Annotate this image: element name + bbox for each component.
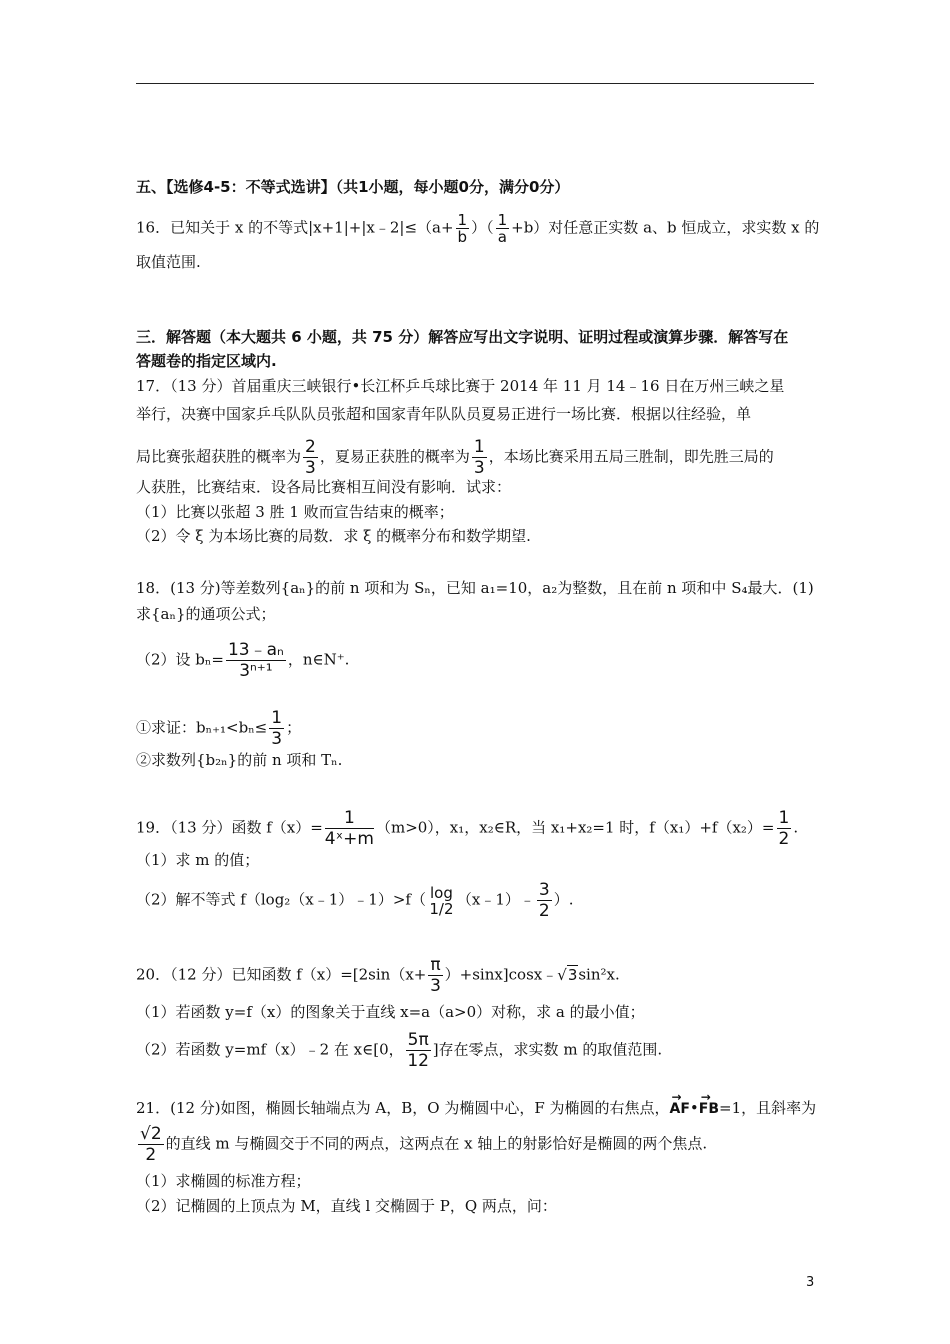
fraction: $\frac{1}{\text{4ˣ+m}}$ xyxy=(324,808,374,849)
vector-fb: → FB xyxy=(699,1099,719,1119)
fraction: $\frac{5\pi}{12}$ xyxy=(407,1030,429,1071)
q20-part2: （2）若函数 y=mf（x）﹣2 在 x∈[0， $\frac{5\pi}{12}$ ]存在零点，求实数 m 的取值范围. xyxy=(136,1030,663,1071)
fraction: $\frac{\pi}{3}$ xyxy=(430,955,441,996)
q21-part1: （1）求椭圆的标准方程； xyxy=(136,1172,311,1190)
q18-sub2: ②求数列{b₂ₙ}的前 n 项和 Tₙ. xyxy=(136,751,343,769)
q20-part1: （1）若函数 y=f（x）的图象关于直线 x=a（a>0）对称，求 a 的最小值； xyxy=(136,1003,645,1021)
q19-part1: （1）求 m 的值； xyxy=(136,851,260,869)
fraction: $\frac{\text{13﹣aₙ}}{\text{3ⁿ⁺¹}}$ xyxy=(227,640,284,681)
fraction: $\frac{2}{3}$ xyxy=(305,437,316,478)
q18-part2: （2）设 bₙ= $\frac{\text{13﹣aₙ}}{\text{3ⁿ⁺¹}}$ ，n∈N⁺. xyxy=(136,640,350,681)
q21-part2: （2）记椭圆的上顶点为 M，直线 l 交椭圆于 P，Q 两点，问： xyxy=(136,1197,557,1215)
q21-line2: $\frac{√2}{2}$ 的直线 m 与椭圆交于不同的两点，这两点在 x 轴上的射影恰好是椭圆的两个焦点. xyxy=(140,1124,708,1165)
fraction: $\frac{3}{2}$ xyxy=(538,880,550,921)
q18-line2: 求{aₙ}的通项公式； xyxy=(136,605,276,623)
q16-line1: 16．已知关于 x 的不等式|x+1|+|x﹣2|≤（a+ $\frac{1}{b}$ ）（ $\frac{1}{a}$ +b）对任意正实数 a、b 恒成立，求实数 x 的 xyxy=(136,211,820,246)
section5-heading: 五、【选修4-5：不等式选讲】（共1小题，每小题0分，满分0分） xyxy=(136,178,570,196)
q17-line4: 人获胜，比赛结束．设各局比赛相互间没有影响．试求： xyxy=(136,478,512,496)
fraction: log 1/2 xyxy=(429,883,454,918)
vector-af: → AF xyxy=(670,1099,690,1119)
q18-sub1: ①求证：bₙ₊₁<bₙ≤ $\frac{1}{3}$ ； xyxy=(136,708,302,749)
fraction: $\frac{1}{2}$ xyxy=(778,808,790,849)
fraction: $\frac{1}{3}$ xyxy=(473,437,485,478)
q17-part2: （2）令 ξ 为本场比赛的局数．求 ξ 的概率分布和数学期望. xyxy=(136,527,531,545)
fraction: $\frac{1}{b}$ xyxy=(457,211,468,246)
fraction: $\frac{1}{3}$ xyxy=(271,708,283,749)
q18-line1: 18．(13 分)等差数列{aₙ}的前 n 项和为 Sₙ，已知 a₁=10，a₂为整数，且在前 n 项和中 S₄最大．(1) xyxy=(136,579,814,597)
q19-line1: 19．（13 分）函数 f（x）= $\frac{1}{\text{4ˣ+m}}$ （m>0），x₁，x₂∈R，当 x₁+x₂=1 时，f（x₁）+f（x₂）= $\frac{1}{2}$ . xyxy=(136,808,799,849)
sqrt-symbol: √3 xyxy=(557,965,578,984)
q20-line1: 20．（12 分）已知函数 f（x）=[2sin（x+ $\frac{\pi}{3}$ ）+sinx]cosx﹣√3sin²x. xyxy=(136,955,620,996)
q17-line3: 局比赛张超获胜的概率为 $\frac{2}{3}$ ，夏易正获胜的概率为 $\frac{1}{3}$ ，本场比赛采用五局三胜制，即先胜三局的 xyxy=(136,437,774,478)
q17-part1: （1）比赛以张超 3 胜 1 败而宣告结束的概率； xyxy=(136,503,454,521)
fraction: $\frac{√2}{2}$ xyxy=(140,1124,162,1165)
section3-line2: 答题卷的指定区域内. xyxy=(136,352,277,370)
header-rule xyxy=(136,83,814,84)
page-number: 3 xyxy=(806,1275,815,1290)
section3-line1: 三．解答题（本大题共 6 小题，共 75 分）解答应写出文字说明、证明过程或演算步骤．解答写在 xyxy=(136,328,789,346)
fraction: $\frac{1}{a}$ xyxy=(497,211,508,246)
q16-line2: 取值范围. xyxy=(136,253,201,271)
q17-line1: 17．（13 分）首届重庆三峡银行•长江杯乒乓球比赛于 2014 年 11 月 14﹣16 日在万州三峡之星 xyxy=(136,377,785,395)
q21-line1: 21．(12 分)如图，椭圆长轴端点为 A，B，O 为椭圆中心，F 为椭圆的右焦点，→ AF•→ FB=1，且斜率为 xyxy=(136,1098,816,1119)
q17-line2: 举行，决赛中国家乒乓队队员张超和国家青年队队员夏易正进行一场比赛．根据以往经验，单 xyxy=(136,405,752,423)
q19-part2: （2）解不等式 f（log₂（x﹣1）﹣1）>f（ log 1/2 （x﹣1）﹣ $\frac{3}{2}$ ）. xyxy=(136,880,574,921)
